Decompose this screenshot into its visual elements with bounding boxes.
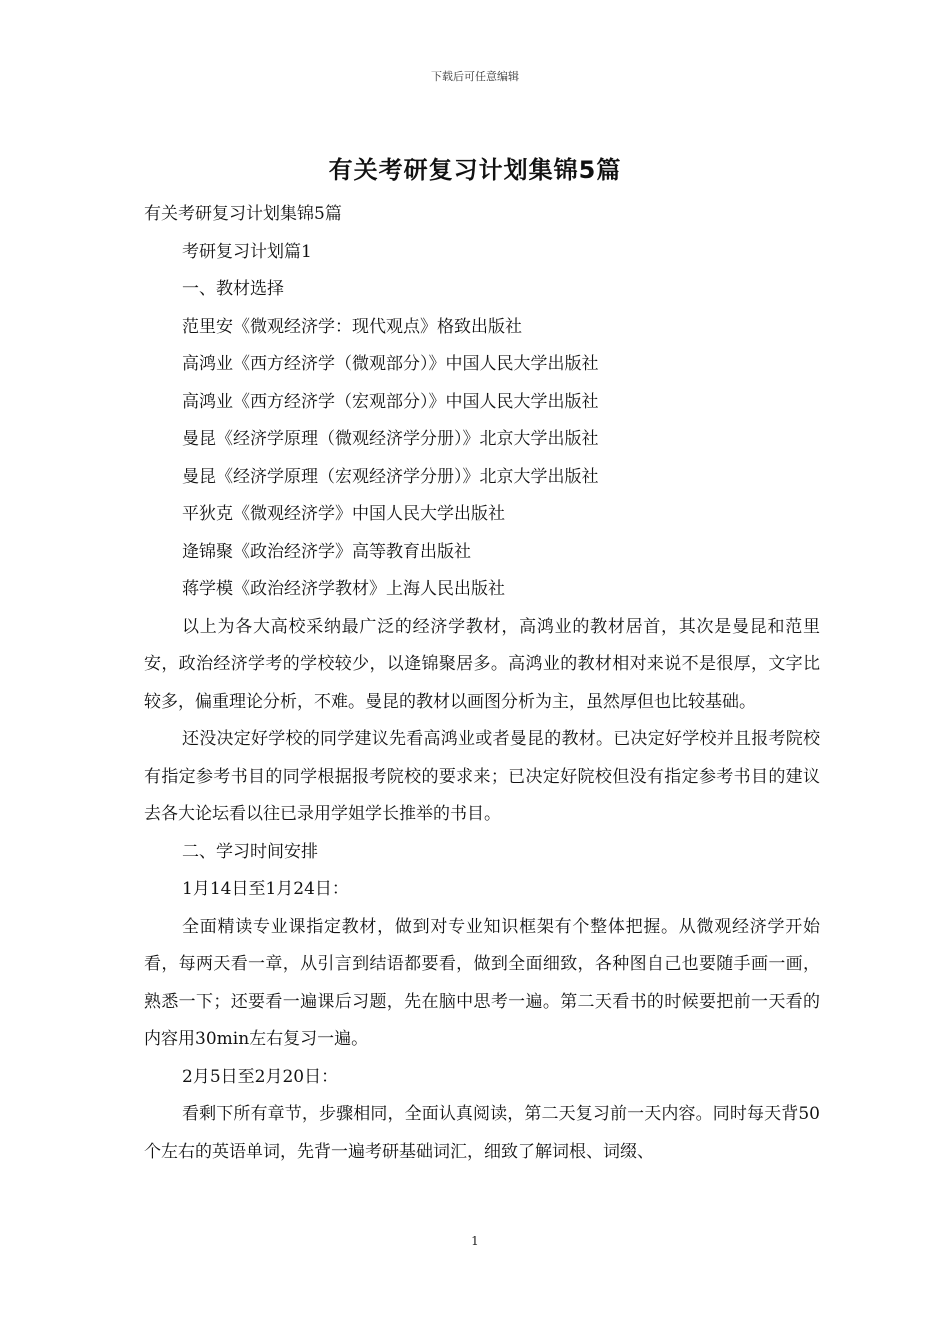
schedule-date-range: 2月5日至2月20日： [182,1066,339,1087]
textbook-item: 曼昆《经济学原理（微观经济学分册）》北京大学出版社 [182,429,599,449]
paragraph-schedule-detail: 全面精读专业课指定教材，做到对专业知识框架有个整体把握。从微观经济学开始看，每两天看一章，从引言到结语都要看，做到全面细致，各种图自己也要随手画一画，熟悉一下；还要看一遍课后习题，先在脑中思考一遍。第二天看书的时候要把前一天看的内容用30min左右复习一遍。 [144,916,820,1049]
schedule-date-range: 1月14日至1月24日： [182,879,349,899]
textbook-item: 逄锦聚《政治经济学》高等教育出版社 [182,541,471,562]
document-body [144,196,820,1171]
page-header-note: 下载后可任意编辑 [431,70,519,83]
paragraph-heading-schedule: 二、学习时间安排 [182,841,318,862]
textbook-item: 高鸿业《西方经济学（微观部分）》中国人民大学出版社 [182,354,599,374]
textbook-item: 范里安《微观经济学：现代观点》格致出版社 [182,316,522,337]
paragraph-textbook-summary: 以上为各大高校采纳最广泛的经济学教材，高鸿业的教材居首，其次是曼昆和范里安，政治经济学考的学校较少，以逄锦聚居多。高鸿业的教材相对来说不是很厚，文字比较多，偏重理论分析，不难。曼昆的教材以画图分析为主，虽然厚但也比较基础。 [144,616,820,712]
textbook-item: 高鸿业《西方经济学（宏观部分）》中国人民大学出版社 [182,391,599,412]
document-title: 有关考研复习计划集锦5篇 [328,156,622,184]
paragraph-section-heading: 考研复习计划篇1 [182,241,312,262]
paragraph-heading-textbooks: 一、教材选择 [182,279,284,299]
paragraph-subtitle: 有关考研复习计划集锦5篇 [144,204,342,224]
paragraph-schedule-detail: 看剩下所有章节，步骤相同，全面认真阅读，第二天复习前一天内容。同时每天背50个左右的英语单词，先背一遍考研基础词汇，细致了解词根、词缀、 [144,1104,820,1162]
textbook-item: 蒋学模《政治经济学教材》上海人民出版社 [182,579,505,599]
textbook-item: 平狄克《微观经济学》中国人民大学出版社 [182,504,505,524]
paragraph-textbook-advice: 还没决定好学校的同学建议先看高鸿业或者曼昆的教材。已决定好学校并且报考院校有指定参考书目的同学根据报考院校的要求来；已决定好院校但没有指定参考书目的建议去各大论坛看以往已录用学姐学长推举的书目。 [144,729,820,824]
page-number: 1 [471,1234,479,1248]
textbook-item: 曼昆《经济学原理（宏观经济学分册）》北京大学出版社 [182,466,599,487]
